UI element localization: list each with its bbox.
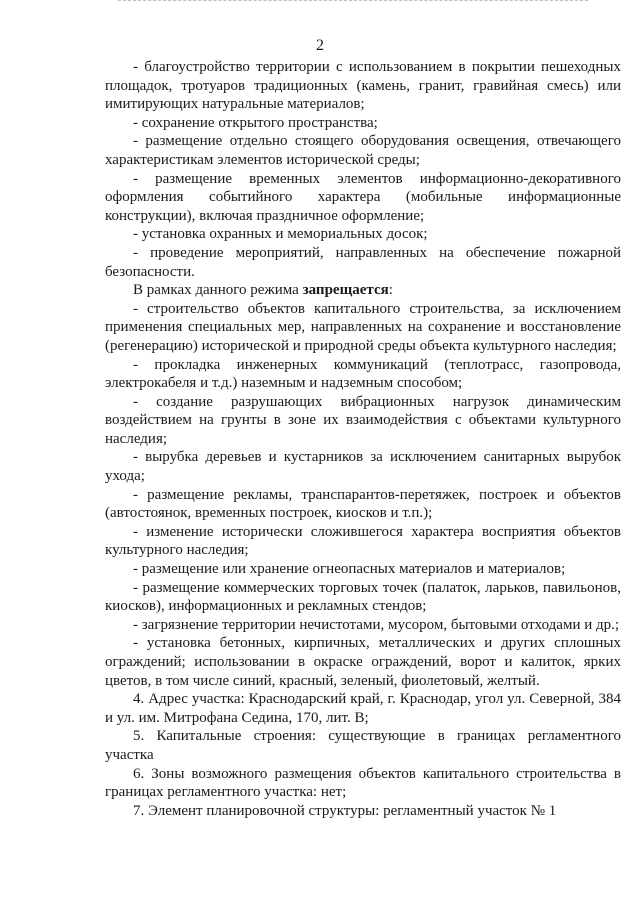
document-body bbox=[105, 58, 621, 820]
numbered-item-buildings: 5. Капитальные строения: существующие в границах регламентного участка bbox=[105, 728, 621, 763]
prohibition-item: - установка бетонных, кирпичных, металлических и других сплошных ограждений; использовании в окраске ограждений, ворот и калиток, ярких цветов, в том числе синий, красный, зеленый, фиолетовый, желтый. bbox=[105, 635, 621, 689]
numbered-item-zones: 6. Зоны возможного размещения объектов капитального строительства в границах регламентного участка: нет; bbox=[105, 765, 621, 801]
prohibition-item: - изменение исторически сложившегося характера восприятия объектов культурного наследия; bbox=[105, 523, 621, 559]
prohibition-item: - создание разрушающих вибрационных нагрузок динамическим воздействием на грунты в зоне их взаимодействия с объектами культурного наследия; bbox=[105, 393, 621, 447]
prohibition-item: - размещение рекламы, транспарантов-перетяжек, построек и объектов (автостоянок, временных построек, киосков и т.п.); bbox=[105, 486, 621, 522]
prohibition-item: - размещение или хранение огнеопасных материалов и материалов; bbox=[133, 561, 566, 578]
prohibition-keyword: запрещается bbox=[302, 282, 389, 299]
numbered-item-planning-element: 7. Элемент планировочной структуры: регламентный участок № 1 bbox=[133, 802, 557, 819]
prohibition-item: - строительство объектов капитального строительства, за исключением применения специальных мер, направленных на сохранение и восстановление (регенерацию) исторической и природной среды объекта культурного наследия; bbox=[105, 300, 621, 354]
paragraph-memorial-plaques: - установка охранных и мемориальных досок; bbox=[133, 226, 428, 243]
paragraph-open-space: - сохранение открытого пространства; bbox=[133, 114, 378, 131]
prohibition-intro: В рамках данного режима bbox=[133, 282, 299, 299]
page-number: 2 bbox=[316, 37, 324, 54]
prohibition-item: - размещение коммерческих торговых точек (палаток, ларьков, павильонов, киосков), информационных и рекламных стендов; bbox=[105, 579, 621, 615]
paragraph-fire-safety: - проведение мероприятий, направленных на обеспечение пожарной безопасности. bbox=[105, 244, 621, 280]
paragraph-lighting: - размещение отдельно стоящего оборудования освещения, отвечающего характеристикам элементов исторической среды; bbox=[105, 133, 621, 168]
paragraph-landscaping: - благоустройство территории с использованием в покрытии пешеходных площадок, тротуаров традиционных (камень, гранит, гравийная смесь) или имитирующих натуральные материалов; bbox=[105, 59, 621, 113]
numbered-item-address: 4. Адрес участка: Краснодарский край, г. Краснодар, угол ул. Северной, 384 и ул. им. Митрофана Седина, 170, лит. В; bbox=[105, 691, 621, 726]
prohibition-item: - загрязнение территории нечистотами, мусором, бытовыми отходами и др.; bbox=[133, 616, 620, 633]
paragraph-temporary-decor: - размещение временных элементов информационно-декоративного оформления событийного характера (мобильные информационные конструкции), включая праздничное оформление; bbox=[105, 170, 621, 224]
top-edge-rule bbox=[118, 0, 588, 4]
prohibition-colon: : bbox=[388, 282, 393, 299]
prohibition-item: - вырубка деревьев и кустарников за исключением санитарных вырубок ухода; bbox=[105, 449, 621, 485]
prohibition-item: - прокладка инженерных коммуникаций (теплотрасс, газопровода, электрокабеля и т.д.) наземным и надземным способом; bbox=[105, 356, 621, 392]
prohibition-heading bbox=[105, 281, 621, 300]
